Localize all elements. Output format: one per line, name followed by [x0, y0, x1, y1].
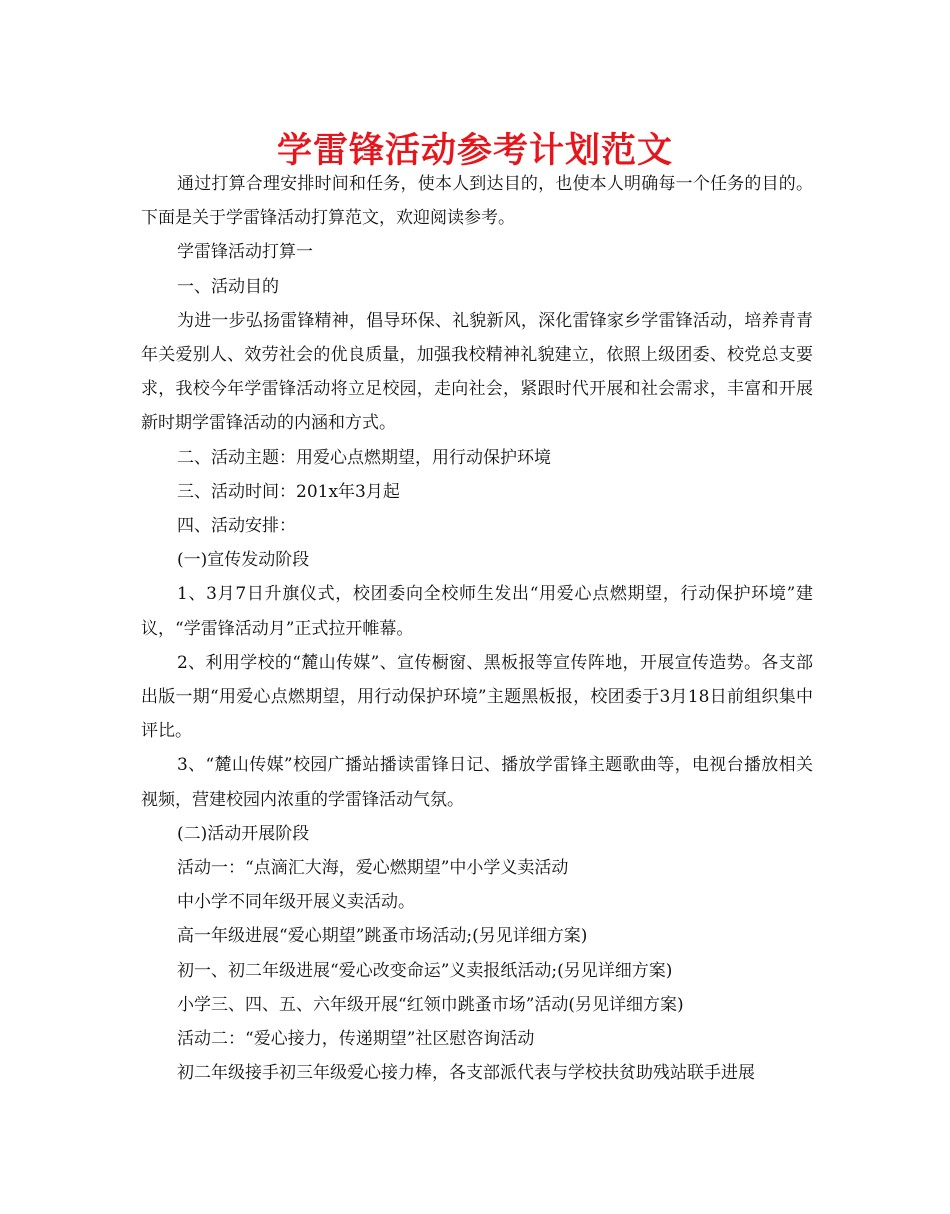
list-item: 高一年级进展“爱心期望”跳蚤市场活动;(另见详细方案): [177, 926, 588, 947]
section-heading-arrangement: 四、活动安排：: [177, 516, 296, 537]
list-item: 1、3月7日升旗仪式，校团委向全校师生发出“用爱心点燃期望，行动保护环境”建议，“学雷锋活动月”正式拉开帷幕。: [141, 584, 813, 639]
section-heading-purpose: 一、活动目的: [177, 276, 279, 297]
document-title: 学雷锋活动参考计划范文: [276, 131, 673, 171]
activity-heading: 活动二：“爱心接力，传递期望”社区慰咨询活动: [177, 1029, 535, 1050]
document-body: [141, 167, 813, 1090]
list-item: 3、“麓山传媒”校园广播站播读雷锋日记、播放学雷锋主题歌曲等，电视台播放相关视频，营建校园内浓重的学雷锋活动气氛。: [141, 755, 813, 810]
list-item: 2、利用学校的“麓山传媒”、宣传橱窗、黑板报等宣传阵地，开展宣传造势。各支部出版一期“用爱心点燃期望，用行动保护环境”主题黑板报，校团委于3月18日前组织集中评比。: [141, 652, 813, 742]
plan-heading: 学雷锋活动打算一: [177, 242, 313, 263]
section-heading-theme: 二、活动主题：用爱心点燃期望，用行动保护环境: [177, 447, 551, 468]
list-item: 初一、初二年级进展“爱心改变命运”义卖报纸活动;(另见详细方案): [177, 960, 673, 981]
stage-heading-activities: (二)活动开展阶段: [177, 823, 310, 844]
list-item: 中小学不同年级开展义卖活动。: [177, 892, 415, 913]
intro-paragraph: 通过打算合理安排时间和任务，使本人到达目的，也使本人明确每一个任务的目的。下面是关于学雷锋活动打算范文，欢迎阅读参考。: [141, 174, 813, 229]
activity-heading: 活动一：“点滴汇大海，爱心燃期望”中小学义卖活动: [177, 858, 569, 879]
stage-heading-publicity: (一)宣传发动阶段: [177, 550, 310, 571]
list-item: 初二年级接手初三年级爱心接力棒，各支部派代表与学校扶贫助残站联手进展: [177, 1063, 755, 1084]
section-heading-time: 三、活动时间：201x年3月起: [177, 481, 400, 502]
purpose-paragraph: 为进一步弘扬雷锋精神，倡导环保、礼貌新风，深化雷锋家乡学雷锋活动，培养青青年关爱别人、效劳社会的优良质量，加强我校精神礼貌建立，依照上级团委、校党总支要求，我校今年学雷锋活动将立足校园，走向社会，紧跟时代开展和社会需求，丰富和开展新时期学雷锋活动的内涵和方式。: [141, 310, 813, 434]
list-item: 小学三、四、五、六年级开展“红领巾跳蚤市场”活动(另见详细方案): [177, 994, 684, 1015]
